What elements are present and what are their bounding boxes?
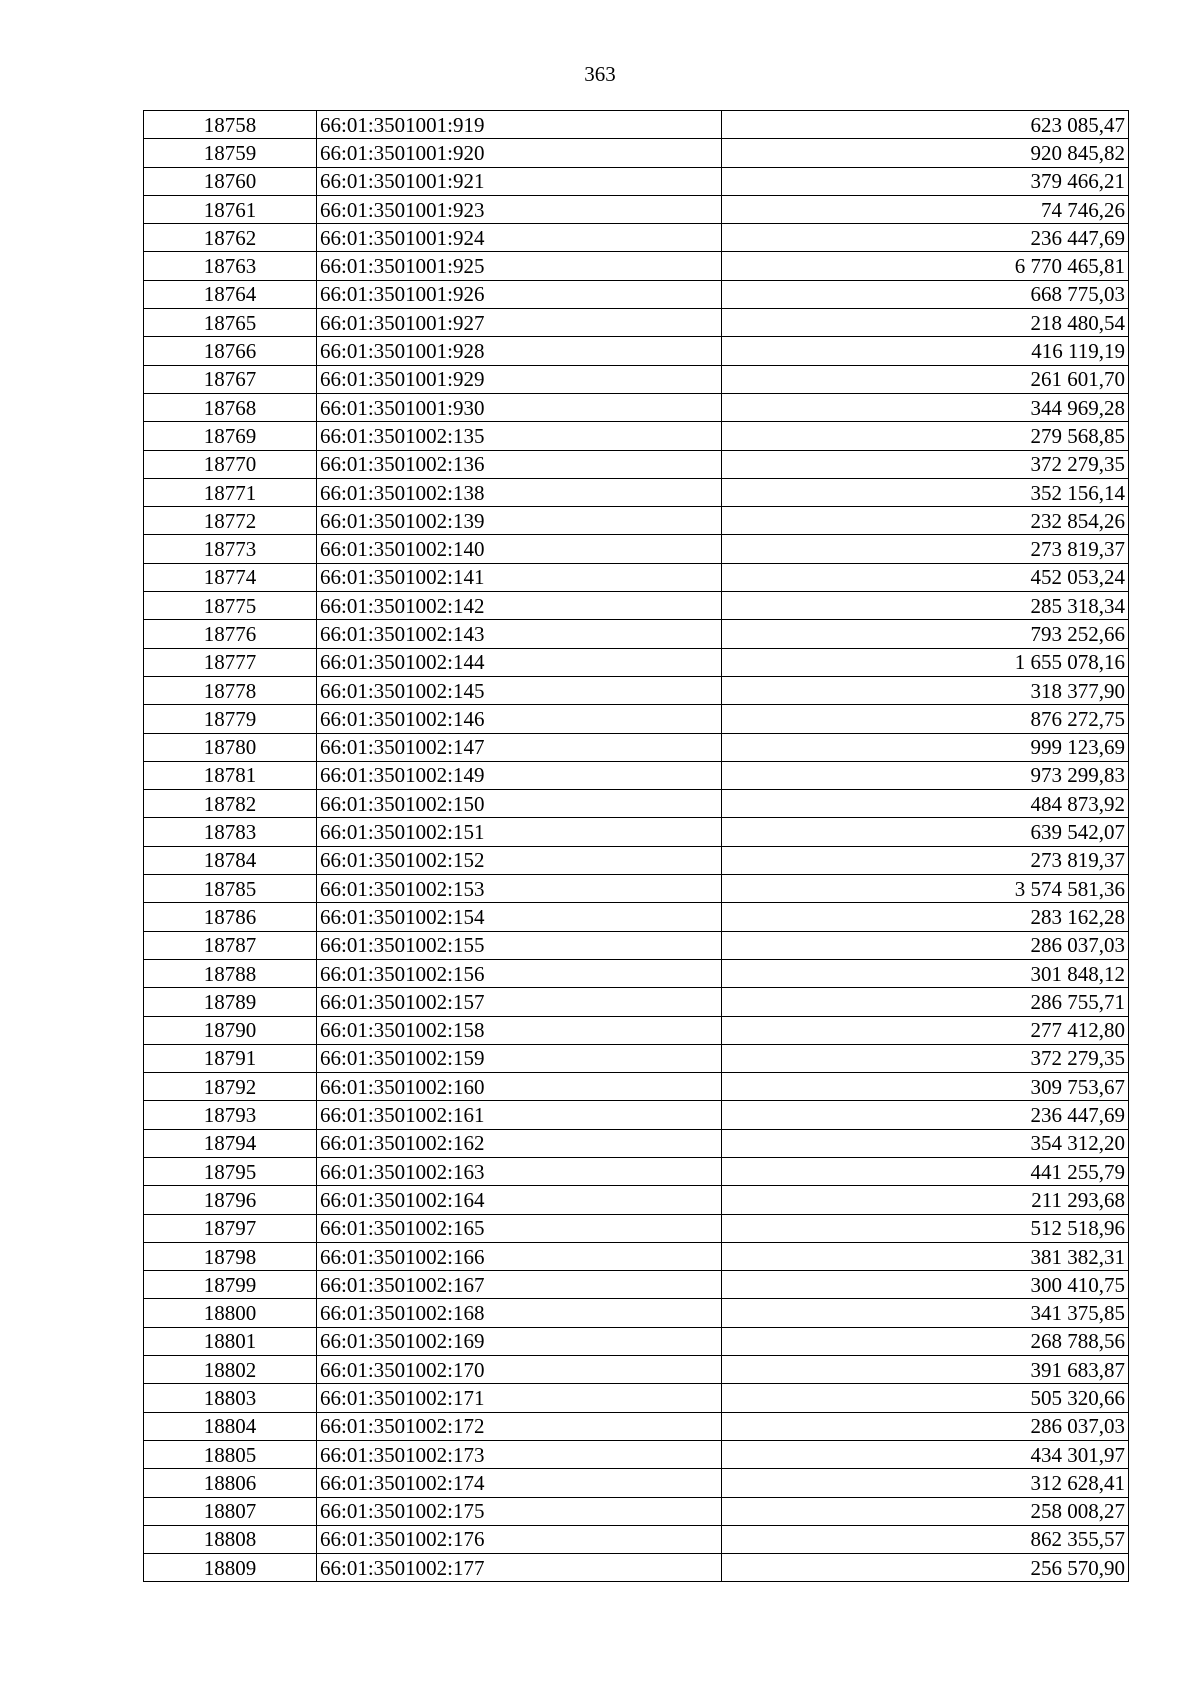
- cadastral-value-cell: 236 447,69: [722, 224, 1129, 252]
- table-row: [144, 563, 1129, 591]
- cadastral-number-cell: 66:01:3501001:928: [317, 337, 722, 365]
- cadastral-value-cell: 301 848,12: [722, 959, 1129, 987]
- table-row: [144, 535, 1129, 563]
- cadastral-value-cell: 268 788,56: [722, 1327, 1129, 1355]
- table-row: [144, 478, 1129, 506]
- cadastral-number-cell: 66:01:3501001:927: [317, 309, 722, 337]
- row-number-cell: 18792: [144, 1073, 317, 1101]
- cadastral-value-cell: 973 299,83: [722, 761, 1129, 789]
- cadastral-number-cell: 66:01:3501002:169: [317, 1327, 722, 1355]
- table-row: [144, 309, 1129, 337]
- cadastral-value-cell: 232 854,26: [722, 507, 1129, 535]
- cadastral-value-cell: 512 518,96: [722, 1214, 1129, 1242]
- cadastral-value-cell: 379 466,21: [722, 167, 1129, 195]
- table-row: [144, 1214, 1129, 1242]
- page-number: 363: [584, 62, 616, 86]
- table-row: [144, 1044, 1129, 1072]
- table-row: [144, 620, 1129, 648]
- table-row: [144, 1384, 1129, 1412]
- row-number-cell: 18768: [144, 393, 317, 421]
- row-number-cell: 18808: [144, 1525, 317, 1553]
- row-number-cell: 18782: [144, 790, 317, 818]
- cadastral-value-cell: 1 655 078,16: [722, 648, 1129, 676]
- cadastral-value-cell: 354 312,20: [722, 1129, 1129, 1157]
- table-row: [144, 1554, 1129, 1582]
- cadastral-number-cell: 66:01:3501001:926: [317, 280, 722, 308]
- cadastral-number-cell: 66:01:3501002:152: [317, 846, 722, 874]
- row-number-cell: 18786: [144, 903, 317, 931]
- cadastral-number-cell: 66:01:3501002:136: [317, 450, 722, 478]
- row-number-cell: 18807: [144, 1497, 317, 1525]
- cadastral-value-cell: 218 480,54: [722, 309, 1129, 337]
- row-number-cell: 18767: [144, 365, 317, 393]
- cadastral-number-cell: 66:01:3501002:157: [317, 988, 722, 1016]
- cadastral-value-cell: 668 775,03: [722, 280, 1129, 308]
- cadastral-number-cell: 66:01:3501002:144: [317, 648, 722, 676]
- cadastral-value-cell: 862 355,57: [722, 1525, 1129, 1553]
- row-number-cell: 18765: [144, 309, 317, 337]
- cadastral-value-cell: 920 845,82: [722, 139, 1129, 167]
- table-row: [144, 1412, 1129, 1440]
- cadastral-value-cell: 211 293,68: [722, 1186, 1129, 1214]
- cadastral-value-cell: 372 279,35: [722, 450, 1129, 478]
- cadastral-value-cell: 372 279,35: [722, 1044, 1129, 1072]
- cadastral-number-cell: 66:01:3501002:166: [317, 1242, 722, 1270]
- cadastral-value-cell: 505 320,66: [722, 1384, 1129, 1412]
- cadastral-number-cell: 66:01:3501002:155: [317, 931, 722, 959]
- row-number-cell: 18761: [144, 195, 317, 223]
- cadastral-value-cell: 793 252,66: [722, 620, 1129, 648]
- row-number-cell: 18793: [144, 1101, 317, 1129]
- cadastral-value-cell: 318 377,90: [722, 676, 1129, 704]
- table-row: [144, 676, 1129, 704]
- cadastral-value-cell: 261 601,70: [722, 365, 1129, 393]
- table-row: [144, 1242, 1129, 1270]
- cadastral-number-cell: 66:01:3501002:147: [317, 733, 722, 761]
- row-number-cell: 18778: [144, 676, 317, 704]
- cadastral-value-cell: 309 753,67: [722, 1073, 1129, 1101]
- cadastral-number-cell: 66:01:3501002:177: [317, 1554, 722, 1582]
- table-row: [144, 1525, 1129, 1553]
- cadastral-value-table: [143, 110, 1129, 1582]
- table-row: [144, 195, 1129, 223]
- table-row: [144, 365, 1129, 393]
- row-number-cell: 18762: [144, 224, 317, 252]
- table-row: [144, 903, 1129, 931]
- cadastral-number-cell: 66:01:3501002:149: [317, 761, 722, 789]
- table-row: [144, 875, 1129, 903]
- row-number-cell: 18770: [144, 450, 317, 478]
- row-number-cell: 18801: [144, 1327, 317, 1355]
- row-number-cell: 18781: [144, 761, 317, 789]
- row-number-cell: 18805: [144, 1440, 317, 1468]
- cadastral-number-cell: 66:01:3501002:135: [317, 422, 722, 450]
- cadastral-value-cell: 258 008,27: [722, 1497, 1129, 1525]
- cadastral-value-cell: 3 574 581,36: [722, 875, 1129, 903]
- cadastral-number-cell: 66:01:3501002:160: [317, 1073, 722, 1101]
- table-row: [144, 224, 1129, 252]
- table-row: [144, 846, 1129, 874]
- row-number-cell: 18783: [144, 818, 317, 846]
- cadastral-number-cell: 66:01:3501002:163: [317, 1157, 722, 1185]
- row-number-cell: 18795: [144, 1157, 317, 1185]
- cadastral-number-cell: 66:01:3501002:172: [317, 1412, 722, 1440]
- cadastral-value-cell: 441 255,79: [722, 1157, 1129, 1185]
- table-row: [144, 1497, 1129, 1525]
- row-number-cell: 18798: [144, 1242, 317, 1270]
- row-number-cell: 18766: [144, 337, 317, 365]
- table-row: [144, 167, 1129, 195]
- cadastral-number-cell: 66:01:3501001:929: [317, 365, 722, 393]
- row-number-cell: 18789: [144, 988, 317, 1016]
- cadastral-number-cell: 66:01:3501002:165: [317, 1214, 722, 1242]
- row-number-cell: 18804: [144, 1412, 317, 1440]
- row-number-cell: 18785: [144, 875, 317, 903]
- cadastral-value-cell: 312 628,41: [722, 1469, 1129, 1497]
- table-row: [144, 139, 1129, 167]
- table-row: [144, 705, 1129, 733]
- cadastral-number-cell: 66:01:3501002:164: [317, 1186, 722, 1214]
- row-number-cell: 18779: [144, 705, 317, 733]
- cadastral-value-cell: 341 375,85: [722, 1299, 1129, 1327]
- cadastral-value-cell: 344 969,28: [722, 393, 1129, 421]
- cadastral-number-cell: 66:01:3501002:171: [317, 1384, 722, 1412]
- row-number-cell: 18791: [144, 1044, 317, 1072]
- cadastral-value-cell: 352 156,14: [722, 478, 1129, 506]
- table-row: [144, 931, 1129, 959]
- cadastral-value-cell: 434 301,97: [722, 1440, 1129, 1468]
- row-number-cell: 18775: [144, 592, 317, 620]
- cadastral-number-cell: 66:01:3501002:159: [317, 1044, 722, 1072]
- cadastral-number-cell: 66:01:3501002:151: [317, 818, 722, 846]
- cadastral-number-cell: 66:01:3501002:150: [317, 790, 722, 818]
- row-number-cell: 18787: [144, 931, 317, 959]
- cadastral-value-cell: 273 819,37: [722, 846, 1129, 874]
- cadastral-number-cell: 66:01:3501002:143: [317, 620, 722, 648]
- cadastral-value-cell: 283 162,28: [722, 903, 1129, 931]
- table-row: [144, 733, 1129, 761]
- cadastral-number-cell: 66:01:3501002:176: [317, 1525, 722, 1553]
- cadastral-value-cell: 639 542,07: [722, 818, 1129, 846]
- table-row: [144, 1440, 1129, 1468]
- row-number-cell: 18788: [144, 959, 317, 987]
- row-number-cell: 18797: [144, 1214, 317, 1242]
- row-number-cell: 18773: [144, 535, 317, 563]
- cadastral-value-cell: 416 119,19: [722, 337, 1129, 365]
- table-row: [144, 507, 1129, 535]
- cadastral-value-cell: 285 318,34: [722, 592, 1129, 620]
- table-row: [144, 1016, 1129, 1044]
- cadastral-number-cell: 66:01:3501002:156: [317, 959, 722, 987]
- cadastral-number-cell: 66:01:3501002:141: [317, 563, 722, 591]
- cadastral-number-cell: 66:01:3501001:924: [317, 224, 722, 252]
- row-number-cell: 18777: [144, 648, 317, 676]
- row-number-cell: 18800: [144, 1299, 317, 1327]
- table-row: [144, 1327, 1129, 1355]
- table-row: [144, 761, 1129, 789]
- cadastral-value-cell: 876 272,75: [722, 705, 1129, 733]
- table-row: [144, 1469, 1129, 1497]
- cadastral-number-cell: 66:01:3501002:142: [317, 592, 722, 620]
- table-body: [144, 111, 1129, 1582]
- table-row: [144, 592, 1129, 620]
- cadastral-number-cell: 66:01:3501002:158: [317, 1016, 722, 1044]
- row-number-cell: 18772: [144, 507, 317, 535]
- table-row: [144, 959, 1129, 987]
- cadastral-value-cell: 236 447,69: [722, 1101, 1129, 1129]
- table-row: [144, 988, 1129, 1016]
- cadastral-number-cell: 66:01:3501002:168: [317, 1299, 722, 1327]
- table-row: [144, 1129, 1129, 1157]
- table-row: [144, 790, 1129, 818]
- cadastral-number-cell: 66:01:3501002:154: [317, 903, 722, 931]
- table-row: [144, 337, 1129, 365]
- table-row: [144, 1299, 1129, 1327]
- row-number-cell: 18790: [144, 1016, 317, 1044]
- cadastral-value-cell: 623 085,47: [722, 111, 1129, 139]
- table-row: [144, 252, 1129, 280]
- row-number-cell: 18758: [144, 111, 317, 139]
- table-row: [144, 1356, 1129, 1384]
- cadastral-number-cell: 66:01:3501001:925: [317, 252, 722, 280]
- table-row: [144, 280, 1129, 308]
- table-row: [144, 1073, 1129, 1101]
- row-number-cell: 18802: [144, 1356, 317, 1384]
- row-number-cell: 18760: [144, 167, 317, 195]
- cadastral-number-cell: 66:01:3501002:153: [317, 875, 722, 903]
- cadastral-value-cell: 452 053,24: [722, 563, 1129, 591]
- cadastral-number-cell: 66:01:3501002:162: [317, 1129, 722, 1157]
- cadastral-number-cell: 66:01:3501002:139: [317, 507, 722, 535]
- row-number-cell: 18776: [144, 620, 317, 648]
- cadastral-number-cell: 66:01:3501001:921: [317, 167, 722, 195]
- table-row: [144, 1271, 1129, 1299]
- cadastral-number-cell: 66:01:3501002:174: [317, 1469, 722, 1497]
- cadastral-value-cell: 6 770 465,81: [722, 252, 1129, 280]
- cadastral-number-cell: 66:01:3501002:175: [317, 1497, 722, 1525]
- cadastral-value-cell: 999 123,69: [722, 733, 1129, 761]
- cadastral-value-cell: 286 037,03: [722, 931, 1129, 959]
- row-number-cell: 18806: [144, 1469, 317, 1497]
- cadastral-value-cell: 286 755,71: [722, 988, 1129, 1016]
- table-row: [144, 648, 1129, 676]
- cadastral-number-cell: 66:01:3501002:140: [317, 535, 722, 563]
- cadastral-number-cell: 66:01:3501002:146: [317, 705, 722, 733]
- cadastral-number-cell: 66:01:3501001:920: [317, 139, 722, 167]
- cadastral-number-cell: 66:01:3501002:161: [317, 1101, 722, 1129]
- row-number-cell: 18774: [144, 563, 317, 591]
- row-number-cell: 18780: [144, 733, 317, 761]
- cadastral-value-cell: 256 570,90: [722, 1554, 1129, 1582]
- cadastral-value-cell: 286 037,03: [722, 1412, 1129, 1440]
- row-number-cell: 18796: [144, 1186, 317, 1214]
- cadastral-value-cell: 484 873,92: [722, 790, 1129, 818]
- cadastral-number-cell: 66:01:3501002:170: [317, 1356, 722, 1384]
- cadastral-value-cell: 381 382,31: [722, 1242, 1129, 1270]
- row-number-cell: 18809: [144, 1554, 317, 1582]
- row-number-cell: 18769: [144, 422, 317, 450]
- cadastral-value-cell: 277 412,80: [722, 1016, 1129, 1044]
- row-number-cell: 18799: [144, 1271, 317, 1299]
- table-row: [144, 1157, 1129, 1185]
- row-number-cell: 18794: [144, 1129, 317, 1157]
- cadastral-value-cell: 391 683,87: [722, 1356, 1129, 1384]
- cadastral-value-cell: 279 568,85: [722, 422, 1129, 450]
- cadastral-number-cell: 66:01:3501002:167: [317, 1271, 722, 1299]
- row-number-cell: 18771: [144, 478, 317, 506]
- cadastral-value-cell: 273 819,37: [722, 535, 1129, 563]
- row-number-cell: 18763: [144, 252, 317, 280]
- row-number-cell: 18803: [144, 1384, 317, 1412]
- row-number-cell: 18764: [144, 280, 317, 308]
- cadastral-number-cell: 66:01:3501001:923: [317, 195, 722, 223]
- cadastral-number-cell: 66:01:3501001:919: [317, 111, 722, 139]
- row-number-cell: 18759: [144, 139, 317, 167]
- table-row: [144, 422, 1129, 450]
- cadastral-value-cell: 300 410,75: [722, 1271, 1129, 1299]
- table-row: [144, 818, 1129, 846]
- table-row: [144, 1101, 1129, 1129]
- cadastral-number-cell: 66:01:3501002:173: [317, 1440, 722, 1468]
- table-row: [144, 111, 1129, 139]
- cadastral-value-cell: 74 746,26: [722, 195, 1129, 223]
- table-row: [144, 1186, 1129, 1214]
- cadastral-number-cell: 66:01:3501002:145: [317, 676, 722, 704]
- cadastral-number-cell: 66:01:3501002:138: [317, 478, 722, 506]
- table-row: [144, 450, 1129, 478]
- row-number-cell: 18784: [144, 846, 317, 874]
- cadastral-number-cell: 66:01:3501001:930: [317, 393, 722, 421]
- table-row: [144, 393, 1129, 421]
